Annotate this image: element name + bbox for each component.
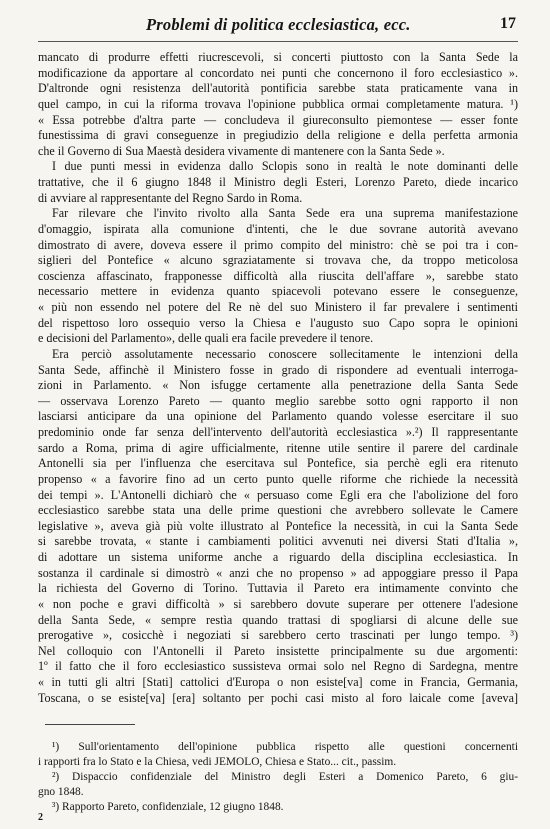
- text-line: « Essa potrebbe d'altra parte — concludeva il giureconsulto piemontese — esser fonte: [38, 112, 518, 127]
- text-line: « più non essendo nel potere del Re nè del suo Ministero il far prevalere i sentimenti: [38, 300, 518, 314]
- body-text: [38, 50, 518, 706]
- text-line: « in tutti gli altri [Stati] cattolici d'Europa o non esiste[va] come in Francia, Germania,: [38, 675, 518, 689]
- footnote-line: i rapporti fra lo Stato e la Chiesa, vedi JEMOLO, Chiesa e Stato... cit., passim.: [38, 756, 397, 768]
- text-line: trattative, che il 6 giugno 1848 il Ministro degli Esteri, Lorenzo Pareto, diede incarico: [38, 175, 518, 189]
- text-line: sostanza il cardinale si dimostrò « anzi che no propenso » ad appoggiare presso il Papa: [38, 565, 518, 580]
- text-line: siglieri del Pontefice « alcuno sgraziatamente si trovava che, da troppo meticolosa: [38, 253, 518, 268]
- text-line: prerogative », cosicchè i negoziati si sarebbero certo trascinati per lungo tempo. ³): [38, 628, 518, 643]
- text-line: e decisioni del Parlamento», delle quali era facile prevedere il tenore.: [38, 331, 374, 346]
- page-header: [38, 13, 518, 42]
- text-line: la richiesta del Governo di Torino. Tuttavia il Pareto era intimamente convinto che: [38, 581, 518, 596]
- text-line: modificazione da apportare al concordato nei punti che concernono il foro ecclesiastico ».: [38, 65, 518, 80]
- text-line: predominio onde far senza dell'intervento dell'autorità ecclesiastica ».²) Il rappresentante: [38, 425, 518, 439]
- page-number: 17: [500, 15, 516, 32]
- footnote-line: ¹) Sull'orientamento dell'opinione pubblica rispetto alle questioni concernenti: [52, 741, 518, 753]
- text-line: che il Governo di Sua Maestà desidera vivamente di mantenere con la Santa Sede ».: [38, 143, 445, 158]
- text-line: Toscana, o se esiste[va] [era] soltanto per pochi casi misto al foro laicale come [aveva]: [38, 690, 518, 705]
- text-line: sardo a Roma, prima di agire ufficialmente, ritenne utile sentire il parere del cardinale: [38, 440, 518, 455]
- text-line: — osservava Lorenzo Pareto — quanto meglio sarebbe sotto ogni rapporto il non: [38, 393, 518, 408]
- text-line: 1º il fatto che il foro ecclesiastico sussisteva ormai solo nel Regno di Sardegna, mentre: [38, 659, 518, 674]
- footnotes: [38, 740, 518, 815]
- text-line: zioni in Parlamento. « Non isfugge certamente alla penetrazione della Santa Sede: [38, 378, 518, 393]
- running-title: Problemi di politica ecclesiastica, ecc.: [146, 15, 411, 34]
- text-line: D'altronde ogni resistenza dell'autorità pontificia sarebbe stata praticamente vana in: [38, 81, 518, 96]
- text-line: ecclesiastico sarebbe stata una delle prime questioni che avrebbero sollevate le Camere: [38, 503, 518, 518]
- text-line: Nel colloquio con l'Antonelli il Pareto insistette principalmente su due argomenti:: [38, 643, 518, 658]
- text-line: dei tempi ». L'Antonelli dichiarò che « persuaso come Egli era che l'abolizione del foro: [38, 487, 518, 502]
- text-line: funestissima di gravi conseguenze in pregiudizio della religione e della perfetta armonia: [38, 128, 518, 143]
- text-line: di avviare al rappresentante del Regno Sardo in Roma.: [38, 190, 303, 205]
- text-line: Far rilevare che l'invito rivolto alla Santa Sede era una suprema manifestazione: [52, 206, 518, 221]
- text-line: Antonelli sia per l'influenza che esercitava sul Pontefice, sia perchè egli era ritenuto: [38, 456, 518, 471]
- text-line: d'omaggio, ispirata alla comunione d'intenti, che le due sovrane autorità avevano: [38, 221, 518, 236]
- footnote-line: ³) Rapporto Pareto, confidenziale, 12 giugno 1848.: [52, 801, 284, 813]
- footnote-line: gno 1848.: [38, 786, 84, 798]
- printer-signature-mark: 2: [38, 812, 43, 823]
- text-line: della Santa Sede, « sempre restìa quando trattasi di spogliarsi di alcune delle sue: [38, 612, 518, 627]
- text-line: di adottare un sistema uniforme anche a riguardo della disciplina ecclesiastica. In: [38, 550, 518, 564]
- text-line: Era perciò assolutamente necessario conoscere sollecitamente le intenzioni della: [52, 346, 518, 361]
- text-line: Santa Sede, affinchè il Ministero fosse in grado di rispondere ad eventuali interroga-: [38, 362, 518, 377]
- text-line: dimostrato di avere, doveva essere il primo compito del ministro: chè se poi tra i con-: [38, 237, 518, 252]
- text-line: mancato di produrre effetti riucrescevoli, si concerti piuttosto con la Santa Sede la: [38, 50, 518, 64]
- text-line: lasciarsi anticipare da una opinione del Parlamento quando volesse esercitare il suo: [38, 409, 518, 424]
- text-line: propenso « a favorire fino ad un certo punto quelle riforme che richiede la necessità: [38, 471, 518, 486]
- footnote-divider: [45, 724, 135, 725]
- footnote-line: ²) Dispaccio confidenziale del Ministro degli Esteri a Domenico Pareto, 6 giu-: [52, 771, 518, 783]
- text-line: quel campo, in cui la riforma trovava l'opinione pubblica ormai completamente matura. ¹): [38, 96, 518, 111]
- text-line: coscienza affascinato, frapponesse difficoltà alla riuscita dell'affare », sarebbe stato: [38, 268, 518, 283]
- text-line: « non poche e gravi difficoltà » si sarebbero dovute superare per ottenere l'adesione: [38, 596, 518, 611]
- text-line: I due punti messi in evidenza dallo Sclopis sono in realtà le note dominanti delle: [52, 159, 518, 174]
- text-line: si sarebbe trovata, « stante i cambiamenti politici avvenuti nei diversi Stati d'Italia »,: [38, 534, 518, 549]
- text-line: legislative », aveva già più volte illustrato al Pontefice la necessità, in cui la Santa Sede: [38, 518, 518, 533]
- text-line: necessario mettere in evidenza quanto spiacevoli potevano essere le conseguenze,: [38, 284, 518, 299]
- text-line: del rispettoso loro ossequio verso la Chiesa e l'augusto suo Capo sopra le opinioni: [38, 315, 518, 330]
